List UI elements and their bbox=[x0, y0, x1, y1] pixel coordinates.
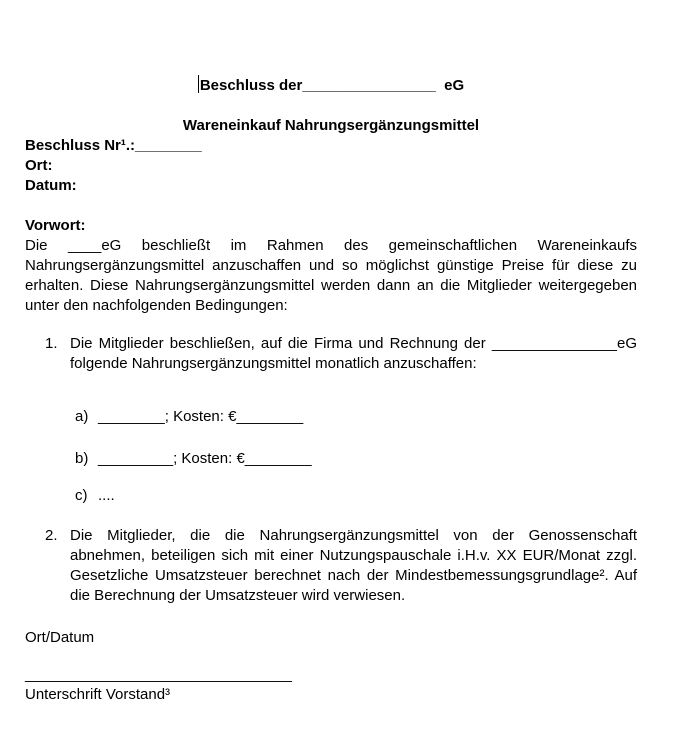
document-title bbox=[25, 75, 637, 96]
item-text: Die Mitglieder, die die Nahrungsergänzungsmittel von der Genossenschaft abnehmen, beteiligen sich mit einer Nutzungspauschale i.H.v. XX EUR/Monat zzgl. Gesetzliche Umsatzsteuer berechnet nach der Mindestbemessungsgrundlage². Auf die Berechnung der Umsatzsteuer wird verwiesen. bbox=[70, 527, 637, 604]
vorwort-heading: Vorwort: bbox=[25, 217, 86, 234]
ort-datum-label: Ort/Datum bbox=[25, 629, 95, 646]
document-subtitle: Wareneinkauf Nahrungsergänzungsmittel bbox=[182, 117, 480, 134]
sub-item-text: .... bbox=[98, 487, 115, 504]
signature-label: Unterschrift Vorstand³ bbox=[25, 686, 171, 703]
sub-item-marker: a) bbox=[75, 408, 89, 425]
sub-item-b bbox=[75, 449, 637, 469]
item-text: Die Mitglieder beschließen, auf die Firma und Rechnung der _______________eG folgende Nahrungsergänzungsmittel monatlich anzuschaffen: bbox=[70, 335, 637, 372]
vorwort-paragraph: Die ____eG beschließt im Rahmen des gemeinschaftlichen Wareneinkaufs Nahrungsergänzungsmittel anzuschaffen und so möglichst günstige Preise für diese zu erhalten. Diese Nahrungsergänzungsmittel werden dann an die Mitglieder weitergegeben unter den nachfolgenden Bedingungen: bbox=[25, 237, 637, 314]
document-title-text: Beschluss der________________ eG bbox=[199, 77, 465, 94]
signature-line: ________________________________ bbox=[25, 666, 292, 683]
sub-item-text: _________; Kosten: €________ bbox=[98, 450, 312, 467]
item-number: 1. bbox=[45, 335, 58, 352]
sub-item-text: ________; Kosten: €________ bbox=[98, 408, 304, 425]
numbered-item-1 bbox=[45, 334, 637, 374]
sub-item-a bbox=[75, 407, 637, 427]
sub-item-marker: b) bbox=[75, 450, 89, 467]
item-number: 2. bbox=[45, 527, 58, 544]
ort-line: Ort: bbox=[25, 157, 53, 174]
beschluss-nr-line: Beschluss Nr¹.:________ bbox=[25, 137, 202, 154]
meta-block bbox=[25, 136, 637, 196]
numbered-item-2 bbox=[45, 526, 637, 606]
sub-item-marker: c) bbox=[75, 487, 88, 504]
datum-line: Datum: bbox=[25, 177, 77, 194]
text-cursor-caret bbox=[198, 75, 199, 93]
sub-item-c bbox=[75, 486, 637, 506]
